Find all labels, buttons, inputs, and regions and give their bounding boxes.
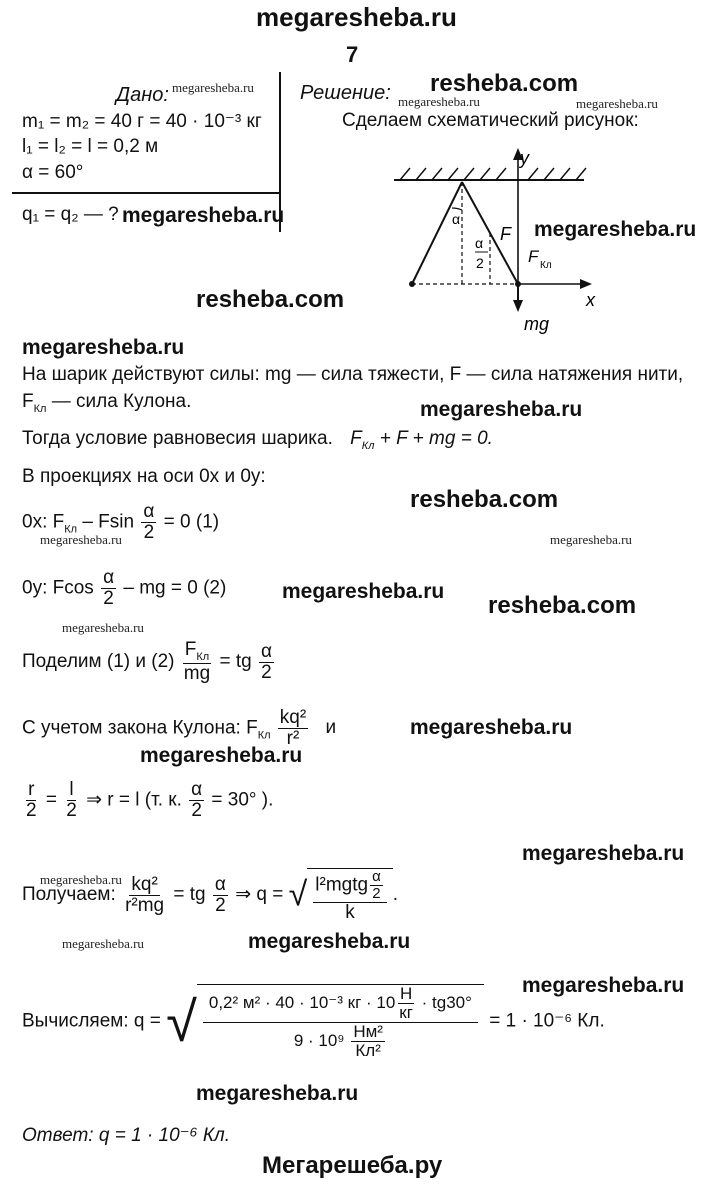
watermark-bold-2: megaresheba.ru (534, 218, 697, 241)
watermark-bold-4: megaresheba.ru (420, 398, 583, 421)
watermark-resheba-3: resheba.com (410, 486, 559, 513)
site-header: megaresheba.ru (256, 2, 457, 32)
watermark-small-2: megaresheba.ru (398, 94, 480, 109)
ceiling-hatching (400, 168, 586, 180)
watermark-resheba-1: resheba.com (430, 70, 579, 97)
watermark-small-7: megaresheba.ru (40, 872, 122, 887)
watermark-bold-10: megaresheba.ru (522, 974, 685, 997)
y-label: y (520, 148, 529, 168)
left-thread (412, 182, 462, 284)
task-number: 7 (346, 42, 359, 67)
given-divider-horizontal (12, 192, 280, 194)
Fkl-sub: Кл (540, 260, 552, 271)
site-footer: Мегарешеба.ру (262, 1152, 443, 1179)
watermark-bold-7: megaresheba.ru (140, 744, 303, 767)
watermark-bold-9: megaresheba.ru (248, 930, 411, 953)
watermark-small-1: megaresheba.ru (172, 80, 254, 95)
divide-line: Поделим (1) и (2) $\frac{F_{Кл}}{mg}$ = tg $\frac{\alpha}{2}$ (22, 639, 272, 685)
watermark-small-6: megaresheba.ru (62, 620, 144, 635)
watermark-small-4: megaresheba.ru (40, 532, 122, 547)
given-line-3: α = 60° (22, 162, 84, 183)
given-title: Дано: (116, 84, 169, 106)
solution-intro: Сделаем схематический рисунок: (342, 110, 639, 131)
solution-title: Решение: (300, 82, 391, 104)
watermark-bold-6: megaresheba.ru (410, 716, 573, 739)
watermark-bold-11: megaresheba.ru (196, 1082, 359, 1105)
F-label: F (500, 224, 511, 244)
half-alpha-den: 2 (476, 255, 484, 271)
watermark-small-8: megaresheba.ru (62, 936, 144, 951)
watermark-small-3: megaresheba.ru (576, 96, 658, 111)
alpha-label: α (452, 211, 461, 227)
watermark-bold-8: megaresheba.ru (522, 842, 685, 865)
find-line: q₁ = q₂ — ? (22, 204, 119, 225)
watermark-bold-3: megaresheba.ru (22, 336, 185, 359)
watermark-bold-1: megaresheba.ru (122, 204, 285, 227)
coulomb-line: С учетом закона Кулона: $F_{Кл}$ $\frac{\text{kq²}}{\text{r²}}$ и (22, 707, 337, 749)
result-formula-line: Получаем: $\frac{\text{kq²}}{\text{r²mg}}$ = tg $\frac{\alpha}{2}$ ⇒ q = √ l²mgtg $\frac{\alpha}{2}$ k . (22, 868, 399, 923)
mg-label: mg (524, 314, 550, 334)
mg-arrow (513, 300, 523, 312)
given-line-1: m₁ = m₂ = 40 г = 40 · 10⁻³ кг (22, 111, 262, 132)
watermark-bold-5: megaresheba.ru (282, 580, 445, 603)
equation-ox: 0x: $F_{Кл}$ – Fsin $\frac{\alpha}{2}$ = 0 (1) (22, 501, 220, 543)
answer-line: Ответ: q = 1 · 10⁻⁶ Кл. (22, 1125, 231, 1146)
projections-line: В проекциях на оси 0x и 0y: (22, 466, 266, 487)
forces-text: На шарик действуют силы: mg — сила тяжести, F — сила натяжения нити, $F_{Кл}$ — сила Кулона. (22, 364, 684, 415)
calculation-line: Вычисляем: q = √ 0,2² м² · 40 · 10⁻³ кг · 10 $\frac{Н}{кг}$ · tg30° 9 · 10⁹ $\frac{\text{Нм²}}{\text{Кл²}}$ = 1 · 10⁻⁶ Кл. (22, 984, 605, 1060)
x-axis-arrow (580, 279, 592, 289)
watermark-resheba-4: resheba.com (488, 592, 637, 619)
watermark-small-5: megaresheba.ru (550, 532, 632, 547)
equation-oy: 0y: Fcos $\frac{\alpha}{2}$ – mg = 0 (2) (22, 567, 227, 609)
r-equals-l-line: $\frac{r}{2}$ = $\frac{l}{2}$ ⇒ r = l (т. к. $\frac{\alpha}{2}$ = 30° ). (26, 779, 274, 821)
half-alpha-num: α (475, 235, 484, 251)
Fkl-label: F (528, 247, 539, 266)
watermark-resheba-2: resheba.com (196, 286, 345, 313)
x-label: x (586, 290, 595, 310)
equilibrium-line: Тогда условие равновесия шарика. $F_{Кл} + F$ + mg = 0. (22, 428, 493, 452)
given-line-2: l₁ = l₂ = l = 0,2 м (22, 136, 159, 157)
